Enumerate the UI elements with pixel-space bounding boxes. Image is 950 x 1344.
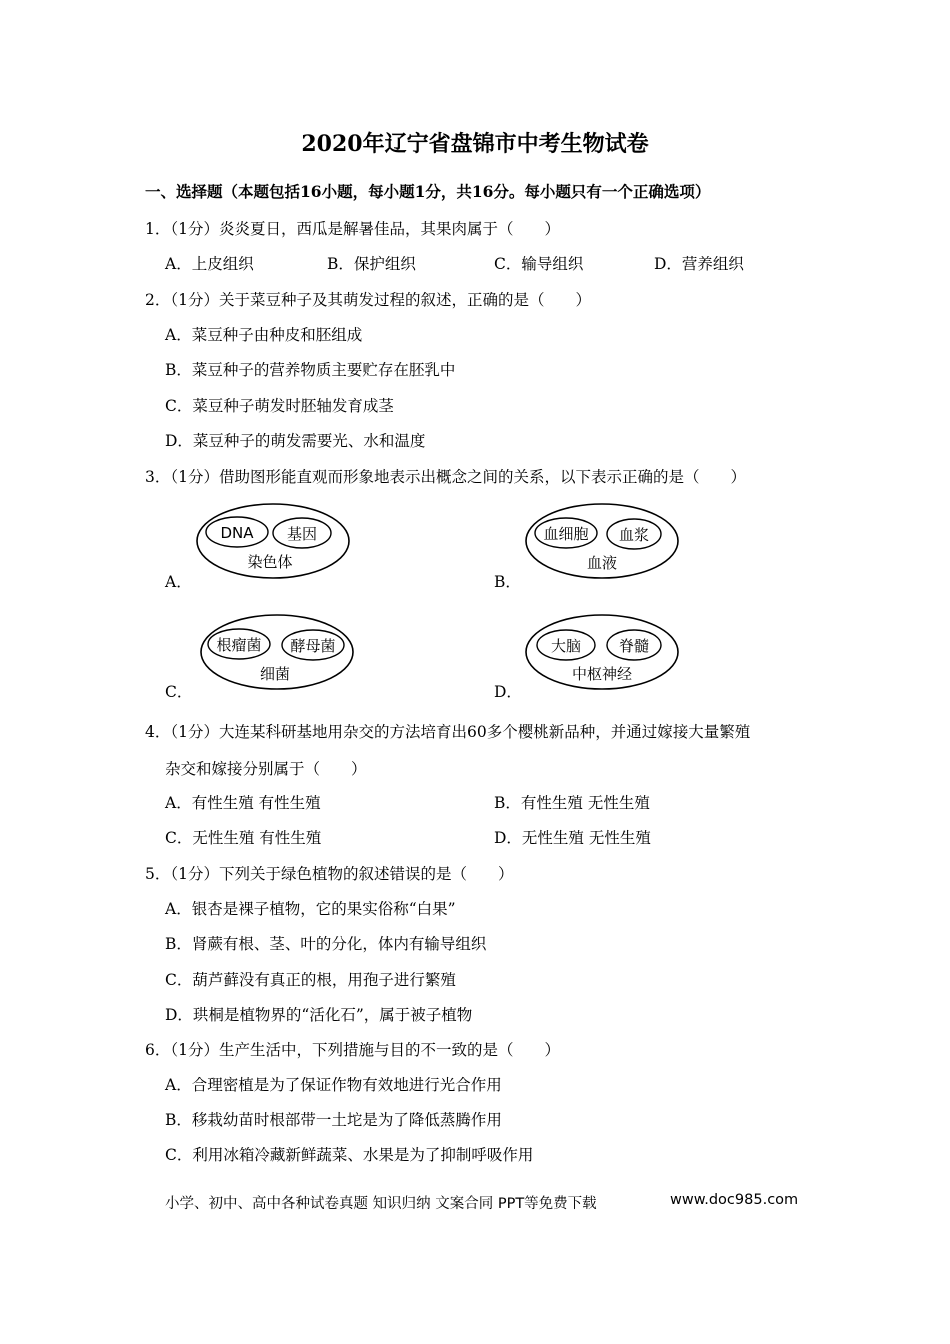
page-title: 2020年辽宁省盘锦市中考生物试卷: [301, 131, 649, 157]
q3-b-right-label: 血浆: [618, 526, 650, 544]
q4-option-d[interactable]: D．无性生殖 无性生殖: [494, 829, 651, 847]
q1-option-a[interactable]: A．上皮组织: [165, 255, 254, 273]
q3-c-right-label: 酵母菌: [290, 637, 336, 655]
q5-option-b[interactable]: B．肾蕨有根、茎、叶的分化，体内有输导组织: [165, 935, 487, 953]
q3-stem: 3．（1分）借助图形能直观而形象地表示出概念之间的关系，以下表示正确的是（ ）: [145, 468, 746, 486]
q3-d-right-label: 脊髓: [618, 637, 650, 655]
q4-stem: 4．（1分）大连某科研基地用杂交的方法培育出60多个樱桃新品种，并通过嫁接大量繁殖: [145, 723, 751, 741]
q3-a-left-label: DNA: [220, 524, 254, 542]
q3-b-outer-label: 血液: [586, 554, 618, 572]
q2-stem: 2．（1分）关于菜豆种子及其萌发过程的叙述，正确的是（ ）: [145, 291, 591, 309]
q3-b-left-label: 血细胞: [543, 525, 589, 543]
q2-option-d[interactable]: D．菜豆种子的萌发需要光、水和温度: [165, 432, 426, 450]
q6-option-a[interactable]: A．合理密植是为了保证作物有效地进行光合作用: [165, 1076, 502, 1094]
q3-option-d[interactable]: D．: [494, 683, 522, 701]
q3-option-c[interactable]: C．: [165, 683, 193, 701]
q5-option-d[interactable]: D．珙桐是植物界的“活化石”，属于被子植物: [165, 1006, 473, 1024]
footer-text: 小学、初中、高中各种试卷真题 知识归纳 文案合同 PPT等免费下载: [165, 1196, 597, 1212]
q2-option-c[interactable]: C．菜豆种子萌发时胚轴发育成茎: [165, 397, 394, 415]
q1-option-d[interactable]: D．营养组织: [654, 255, 744, 273]
q1-option-c[interactable]: C．输导组织: [494, 255, 584, 273]
q5-option-c[interactable]: C．葫芦藓没有真正的根，用孢子进行繁殖: [165, 971, 456, 989]
q6-stem: 6．（1分）生产生活中，下列措施与目的不一致的是（ ）: [145, 1041, 560, 1059]
q1-option-b[interactable]: B．保护组织: [327, 255, 416, 273]
q3-diagram-c: [199, 613, 355, 691]
q5-option-a[interactable]: A．银杏是裸子植物，它的果实俗称“白果”: [165, 900, 456, 918]
q2-option-b[interactable]: B．菜豆种子的营养物质主要贮存在胚乳中: [165, 361, 456, 379]
q3-c-left-label: 根瘤菌: [216, 636, 262, 654]
q6-option-c[interactable]: C．利用冰箱冷藏新鲜蔬菜、水果是为了抑制呼吸作用: [165, 1146, 534, 1164]
q3-a-outer-label: 染色体: [247, 553, 293, 571]
section-heading: 一、选择题（本题包括16小题，每小题1分，共16分。每小题只有一个正确选项）: [145, 182, 711, 201]
q1-stem: 1．（1分）炎炎夏日，西瓜是解暑佳品，其果肉属于（ ）: [145, 220, 560, 238]
q3-c-outer-label: 细菌: [259, 665, 291, 683]
footer-link[interactable]: www.doc985.com: [670, 1192, 799, 1208]
q2-option-a[interactable]: A．菜豆种子由种皮和胚组成: [165, 326, 363, 344]
q3-diagram-d: [524, 613, 680, 691]
q4-stem-continued: 杂交和嫁接分别属于（ ）: [165, 760, 367, 778]
q3-a-right-label: 基因: [286, 525, 318, 543]
q3-option-a[interactable]: A．: [165, 573, 192, 591]
q3-diagram-a: [195, 502, 351, 580]
q6-option-b[interactable]: B．移栽幼苗时根部带一土坨是为了降低蒸腾作用: [165, 1111, 502, 1129]
q5-stem: 5．（1分）下列关于绿色植物的叙述错误的是（ ）: [145, 865, 514, 883]
q4-option-a[interactable]: A．有性生殖 有性生殖: [165, 794, 321, 812]
q4-option-b[interactable]: B．有性生殖 无性生殖: [494, 794, 650, 812]
q4-option-c[interactable]: C．无性生殖 有性生殖: [165, 829, 322, 847]
q3-d-left-label: 大脑: [550, 637, 582, 655]
q3-d-outer-label: 中枢神经: [571, 665, 633, 683]
q3-diagram-b: [524, 502, 680, 580]
q3-option-b[interactable]: B．: [494, 573, 521, 591]
